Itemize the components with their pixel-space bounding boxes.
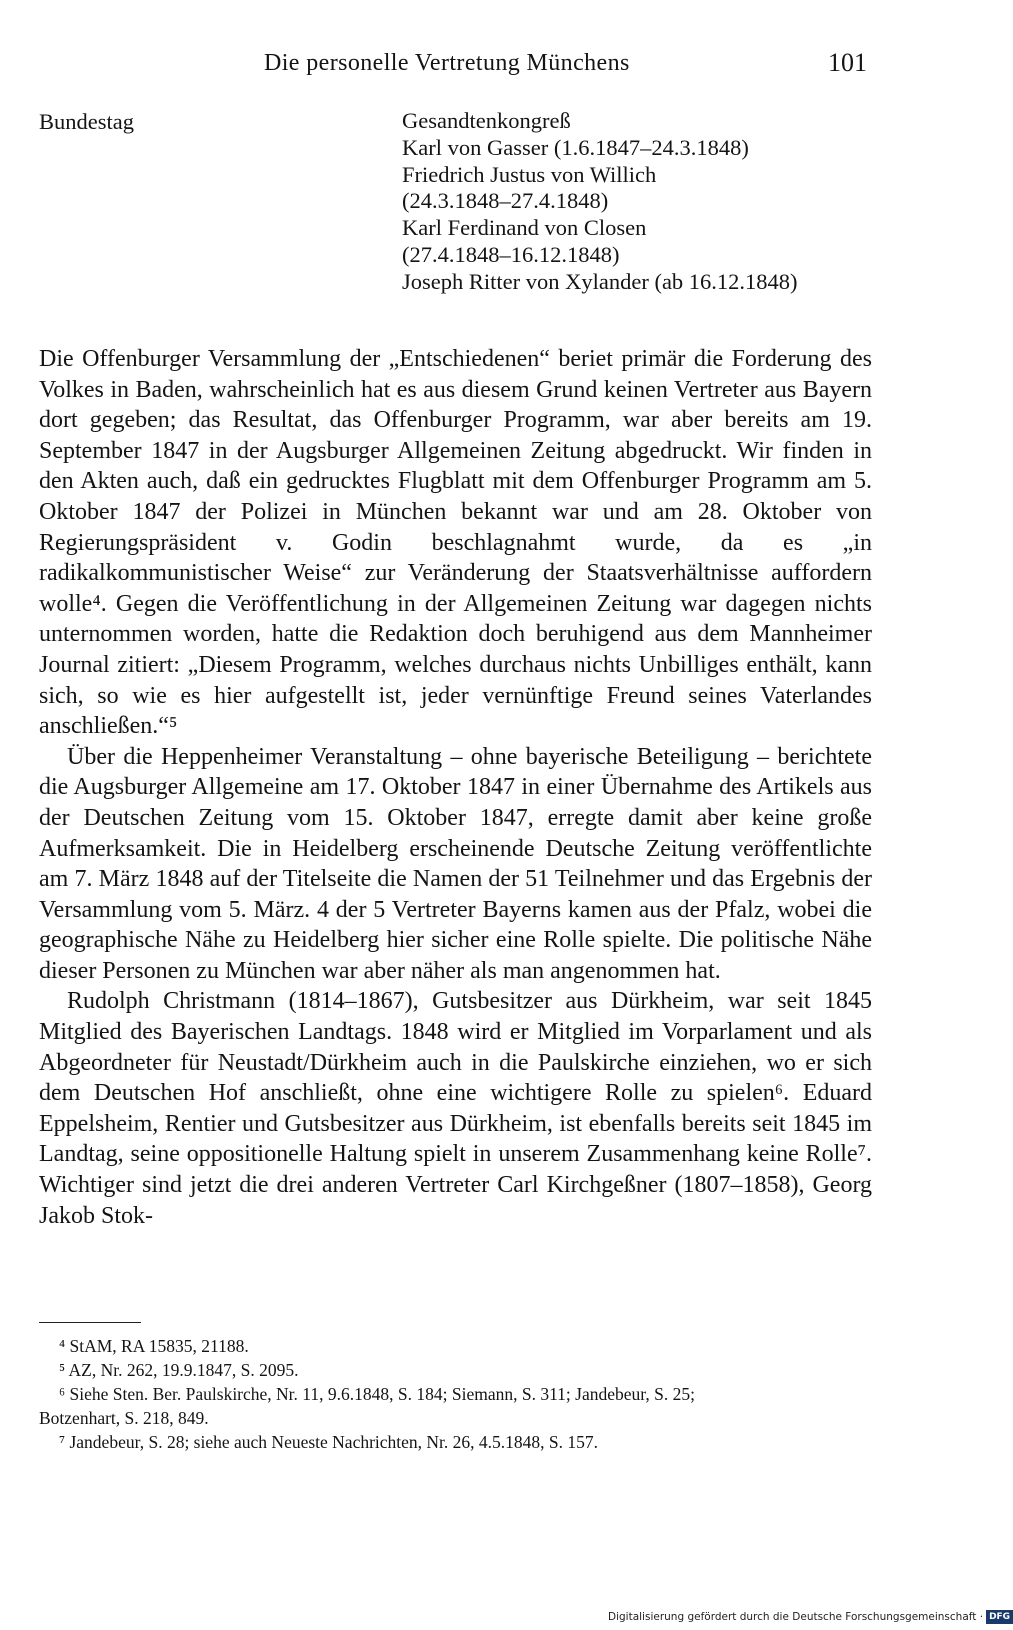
footnote-continuation: Botzenhart, S. 218, 849. [39,1408,209,1428]
envoy-line: (27.4.1848–16.12.1848) [402,241,620,267]
footnote: ⁴ StAM, RA 15835, 21188. [59,1336,249,1356]
footnote: ⁷ Jandebeur, S. 28; siehe auch Neueste Nachrichten, Nr. 26, 4.5.1848, S. 157. [59,1432,599,1452]
page-number: 101 [828,48,867,77]
envoy-line: Karl Ferdinand von Closen [402,215,647,241]
body-text [39,344,872,1231]
envoy-line: Gesandtenkongreß [402,108,571,133]
paragraph: Die Offenburger Versammlung der „Entschiedenen“ beriet primär die Forderung des Volkes in Baden, wahrscheinlich hat es aus diesem Grund keinen Vertreter aus Bayern dort gegeben; das Resultat, das Offenburger Programm, war aber bereits am 19. September 1847 in der Augsburger Allgemeinen Zeitung abgedruckt. Wir finden in den Akten auch, daß ein gedrucktes Flugblatt mit dem Offenburger Programm am 5. Oktober 1847 der Polizei in München bekannt war und am 28. Oktober von Regierungspräsident v. Godin beschlagnahmt wurde, da es „in radikalkommunistischer Weise“ zur Veränderung der Staatsverhältnisse auffordern wolle⁴. Gegen die Veröffentlichung in der Allgemeinen Zeitung war dagegen nichts unternommen worden, hatte die Redaktion doch beruhigend aus dem Mannheimer Journal zitiert: „Diesem Programm, welches durchaus nichts Unbilliges enthält, kann sich, so wie es hier aufgestellt ist, jeder vernünftige Freund seines Vaterlandes anschließen.“⁵ [39,346,872,740]
footnotes [39,1334,872,1454]
envoy-list-block [39,108,869,308]
digitization-credit [608,1608,1011,1626]
footnote-rule [39,1322,141,1323]
envoy-label: Bundestag [39,109,134,134]
envoy-list [402,108,872,296]
paragraph: Rudolph Christmann (1814–1867), Gutsbesitzer aus Dürkheim, war seit 1845 Mitglied des Bayerischen Landtags. 1848 wird er Mitglied im Vorparlament und als Abgeordneter für Neustadt/Dürkheim auch in die Paulskirche einziehen, wo er sich dem Deutschen Hof anschließt, ohne eine wichtigere Rolle zu spielen⁶. Eduard Eppelsheim, Rentier und Gutsbesitzer aus Dürkheim, ist ebenfalls bereits seit 1845 im Landtag, seine oppositionelle Haltung spielt in unserem Zusammenhang keine Rolle⁷. Wichtiger sind jetzt die drei anderen Vertreter Carl Kirchgeßner (1807–1858), Georg Jakob Stok- [39,988,872,1229]
envoy-line: Friedrich Justus von Willich [402,161,657,187]
paragraph: Über die Heppenheimer Veranstaltung – ohne bayerische Beteiligung – berichtete die Augsburger Allgemeine am 17. Oktober 1847 in einer Übernahme des Artikels aus der Deutschen Zeitung vom 15. Oktober 1847, erregte damit aber keine große Aufmerksamkeit. Die in Heidelberg erscheinende Deutsche Zeitung veröffentlichte am 7. März 1848 auf der Titelseite die Namen der 51 Teilnehmer und das Ergebnis der Versammlung vom 5. März. 4 der 5 Vertreter Bayerns kamen aus der Pfalz, wobei die geographische Nähe zu Heidelberg hier sicher eine Rolle spielte. Die politische Nähe dieser Personen zu München war aber näher als man angenommen hat. [39,743,872,984]
envoy-line: (24.3.1848–27.4.1848) [402,188,609,214]
running-title: Die personelle Vertretung Münchens [264,50,630,76]
credit-text: Digitalisierung gefördert durch die Deutsche Forschungsgemeinschaft · [608,1611,984,1623]
footnote: ⁶ Siehe Sten. Ber. Paulskirche, Nr. 11, 9.6.1848, S. 184; Siemann, S. 311; Jandebeur, S. 25; [59,1384,696,1404]
running-head [0,50,1000,86]
footnote: ⁵ AZ, Nr. 262, 19.9.1847, S. 2095. [59,1360,299,1380]
envoy-line: Karl von Gasser (1.6.1847–24.3.1848) [402,134,749,160]
envoy-line: Joseph Ritter von Xylander (ab 16.12.1848) [402,268,798,294]
dfg-logo-icon: DFG [986,1610,1013,1624]
